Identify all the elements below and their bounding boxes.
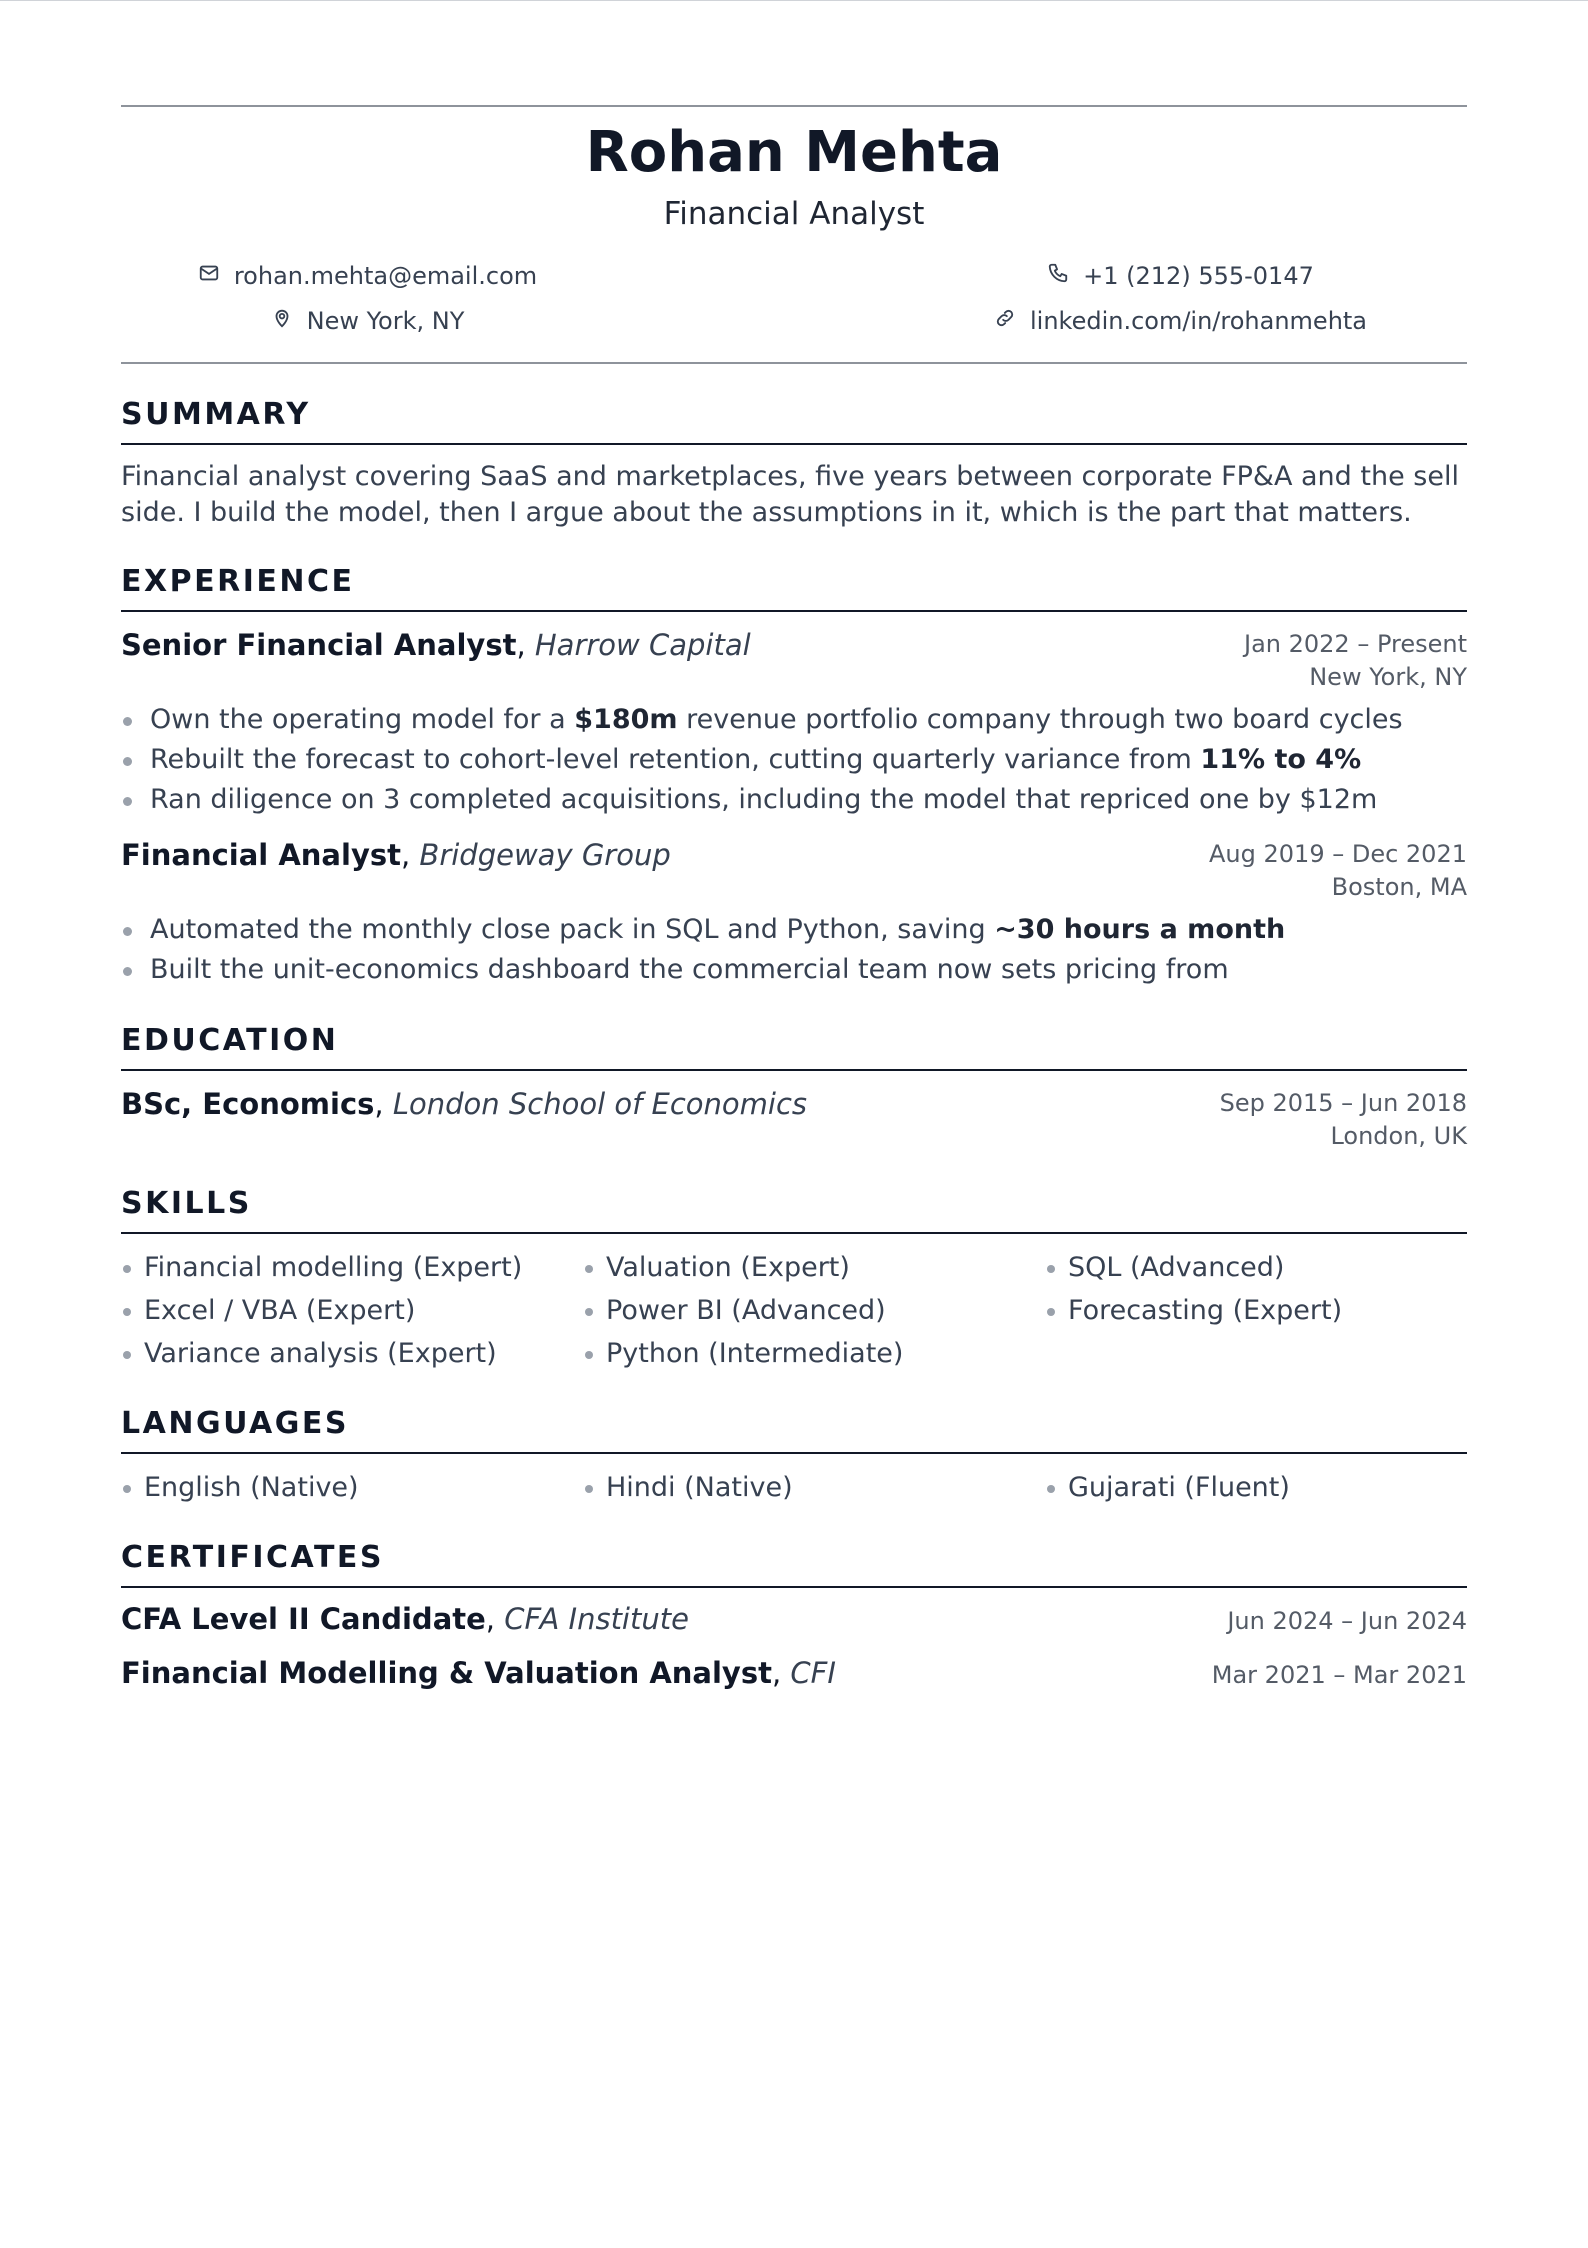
contact-linkedin-text: linkedin.com/in/rohanmehta <box>1029 306 1368 335</box>
candidate-title: Financial Analyst <box>663 196 925 232</box>
phone-icon <box>1047 262 1069 289</box>
contact-location-text: New York, NY <box>306 306 465 335</box>
header-bottom-rule <box>121 362 1467 364</box>
language-item: Gujarati (Fluent) <box>1045 1468 1467 1507</box>
languages-list <box>121 1468 1467 1507</box>
contact-phone[interactable] <box>794 262 1467 289</box>
contact-linkedin[interactable] <box>794 307 1467 334</box>
mail-icon <box>198 262 220 289</box>
certificate-entry <box>121 1656 1467 1692</box>
list-item: Own the operating model for a $180m revenue portfolio company through two board cycles <box>121 700 1467 740</box>
skill-item: Power BI (Advanced) <box>583 1291 1045 1330</box>
section-heading-languages: LANGUAGES <box>121 1407 1467 1454</box>
contact-email[interactable] <box>121 262 794 289</box>
skill-item: Excel / VBA (Expert) <box>121 1291 583 1330</box>
list-item: Ran diligence on 3 completed acquisitions, including the model that repriced one by $12m <box>121 780 1467 820</box>
skill-item: SQL (Advanced) <box>1045 1248 1467 1287</box>
education-dates: Sep 2015 – Jun 2018 <box>1219 1089 1467 1117</box>
certificate-title-line: CFA Level II Candidate, CFA Institute <box>121 1602 689 1636</box>
resume-page <box>121 0 1467 1692</box>
job-role: Senior Financial Analyst <box>121 628 517 662</box>
job-meta <box>1244 628 1467 694</box>
job-entry <box>121 628 1467 694</box>
skill-item: Forecasting (Expert) <box>1045 1291 1467 1330</box>
certificate-name: Financial Modelling & Valuation Analyst <box>121 1656 772 1690</box>
job-location: New York, NY <box>1309 663 1467 691</box>
education-entry <box>121 1087 1467 1153</box>
education-title-line: BSc, Economics, London School of Economics <box>121 1087 808 1121</box>
skill-item: Valuation (Expert) <box>583 1248 1045 1287</box>
certificate-title-line: Financial Modelling & Valuation Analyst, CFI <box>121 1656 836 1690</box>
education-meta <box>1220 1087 1467 1153</box>
job-bullets <box>121 700 1467 820</box>
summary-text: Financial analyst covering SaaS and marketplaces, five years between corporate FP&A and the sell side. I build the model, then I argue about the assumptions in it, which is the part that matters. <box>121 461 1459 528</box>
header-top-rule <box>121 105 1467 107</box>
section-heading-skills: SKILLS <box>121 1187 1467 1234</box>
job-title-line: Senior Financial Analyst, Harrow Capital <box>121 628 751 662</box>
skill-item: Variance analysis (Expert) <box>121 1334 583 1373</box>
job-location: Boston, MA <box>1331 873 1467 901</box>
certificate-dates: Mar 2021 – Mar 2021 <box>1211 1661 1467 1689</box>
job-meta <box>1209 838 1467 904</box>
link-icon <box>994 307 1016 334</box>
section-heading-certificates: CERTIFICATES <box>121 1541 1467 1588</box>
certificate-issuer: CFA Institute <box>504 1602 689 1636</box>
job-bullets <box>121 910 1467 990</box>
skill-item: Python (Intermediate) <box>583 1334 1045 1373</box>
education-location: London, UK <box>1330 1122 1467 1150</box>
job-company: Harrow Capital <box>534 628 751 662</box>
education-school: London School of Economics <box>392 1087 808 1121</box>
language-item: Hindi (Native) <box>583 1468 1045 1507</box>
section-heading-experience: EXPERIENCE <box>121 565 1467 612</box>
candidate-name: Rohan Mehta <box>585 120 1003 185</box>
certificate-issuer: CFI <box>790 1656 836 1690</box>
certificate-dates: Jun 2024 – Jun 2024 <box>1227 1607 1467 1635</box>
job-title-line: Financial Analyst, Bridgeway Group <box>121 838 671 872</box>
section-heading-summary: SUMMARY <box>121 398 1467 445</box>
skills-list <box>121 1248 1467 1373</box>
job-company: Bridgeway Group <box>419 838 671 872</box>
language-item: English (Native) <box>121 1468 583 1507</box>
certificate-entry <box>121 1602 1467 1638</box>
list-item: Built the unit-economics dashboard the commercial team now sets pricing from <box>121 950 1467 990</box>
job-dates: Jan 2022 – Present <box>1243 630 1467 658</box>
contact-email-text: rohan.mehta@email.com <box>233 261 538 290</box>
list-item: Automated the monthly close pack in SQL and Python, saving ~30 hours a month <box>121 910 1467 950</box>
location-icon <box>271 307 293 334</box>
skill-item: Financial modelling (Expert) <box>121 1248 583 1287</box>
job-dates: Aug 2019 – Dec 2021 <box>1209 840 1467 868</box>
contact-location <box>121 307 794 334</box>
certificate-name: CFA Level II Candidate <box>121 1602 486 1636</box>
job-entry <box>121 838 1467 904</box>
contact-list <box>121 262 1467 334</box>
education-degree: BSc, Economics <box>121 1087 375 1121</box>
job-role: Financial Analyst <box>121 838 401 872</box>
section-heading-education: EDUCATION <box>121 1024 1467 1071</box>
contact-phone-text: +1 (212) 555-0147 <box>1083 261 1314 290</box>
list-item: Rebuilt the forecast to cohort-level retention, cutting quarterly variance from 11% to 4% <box>121 740 1467 780</box>
